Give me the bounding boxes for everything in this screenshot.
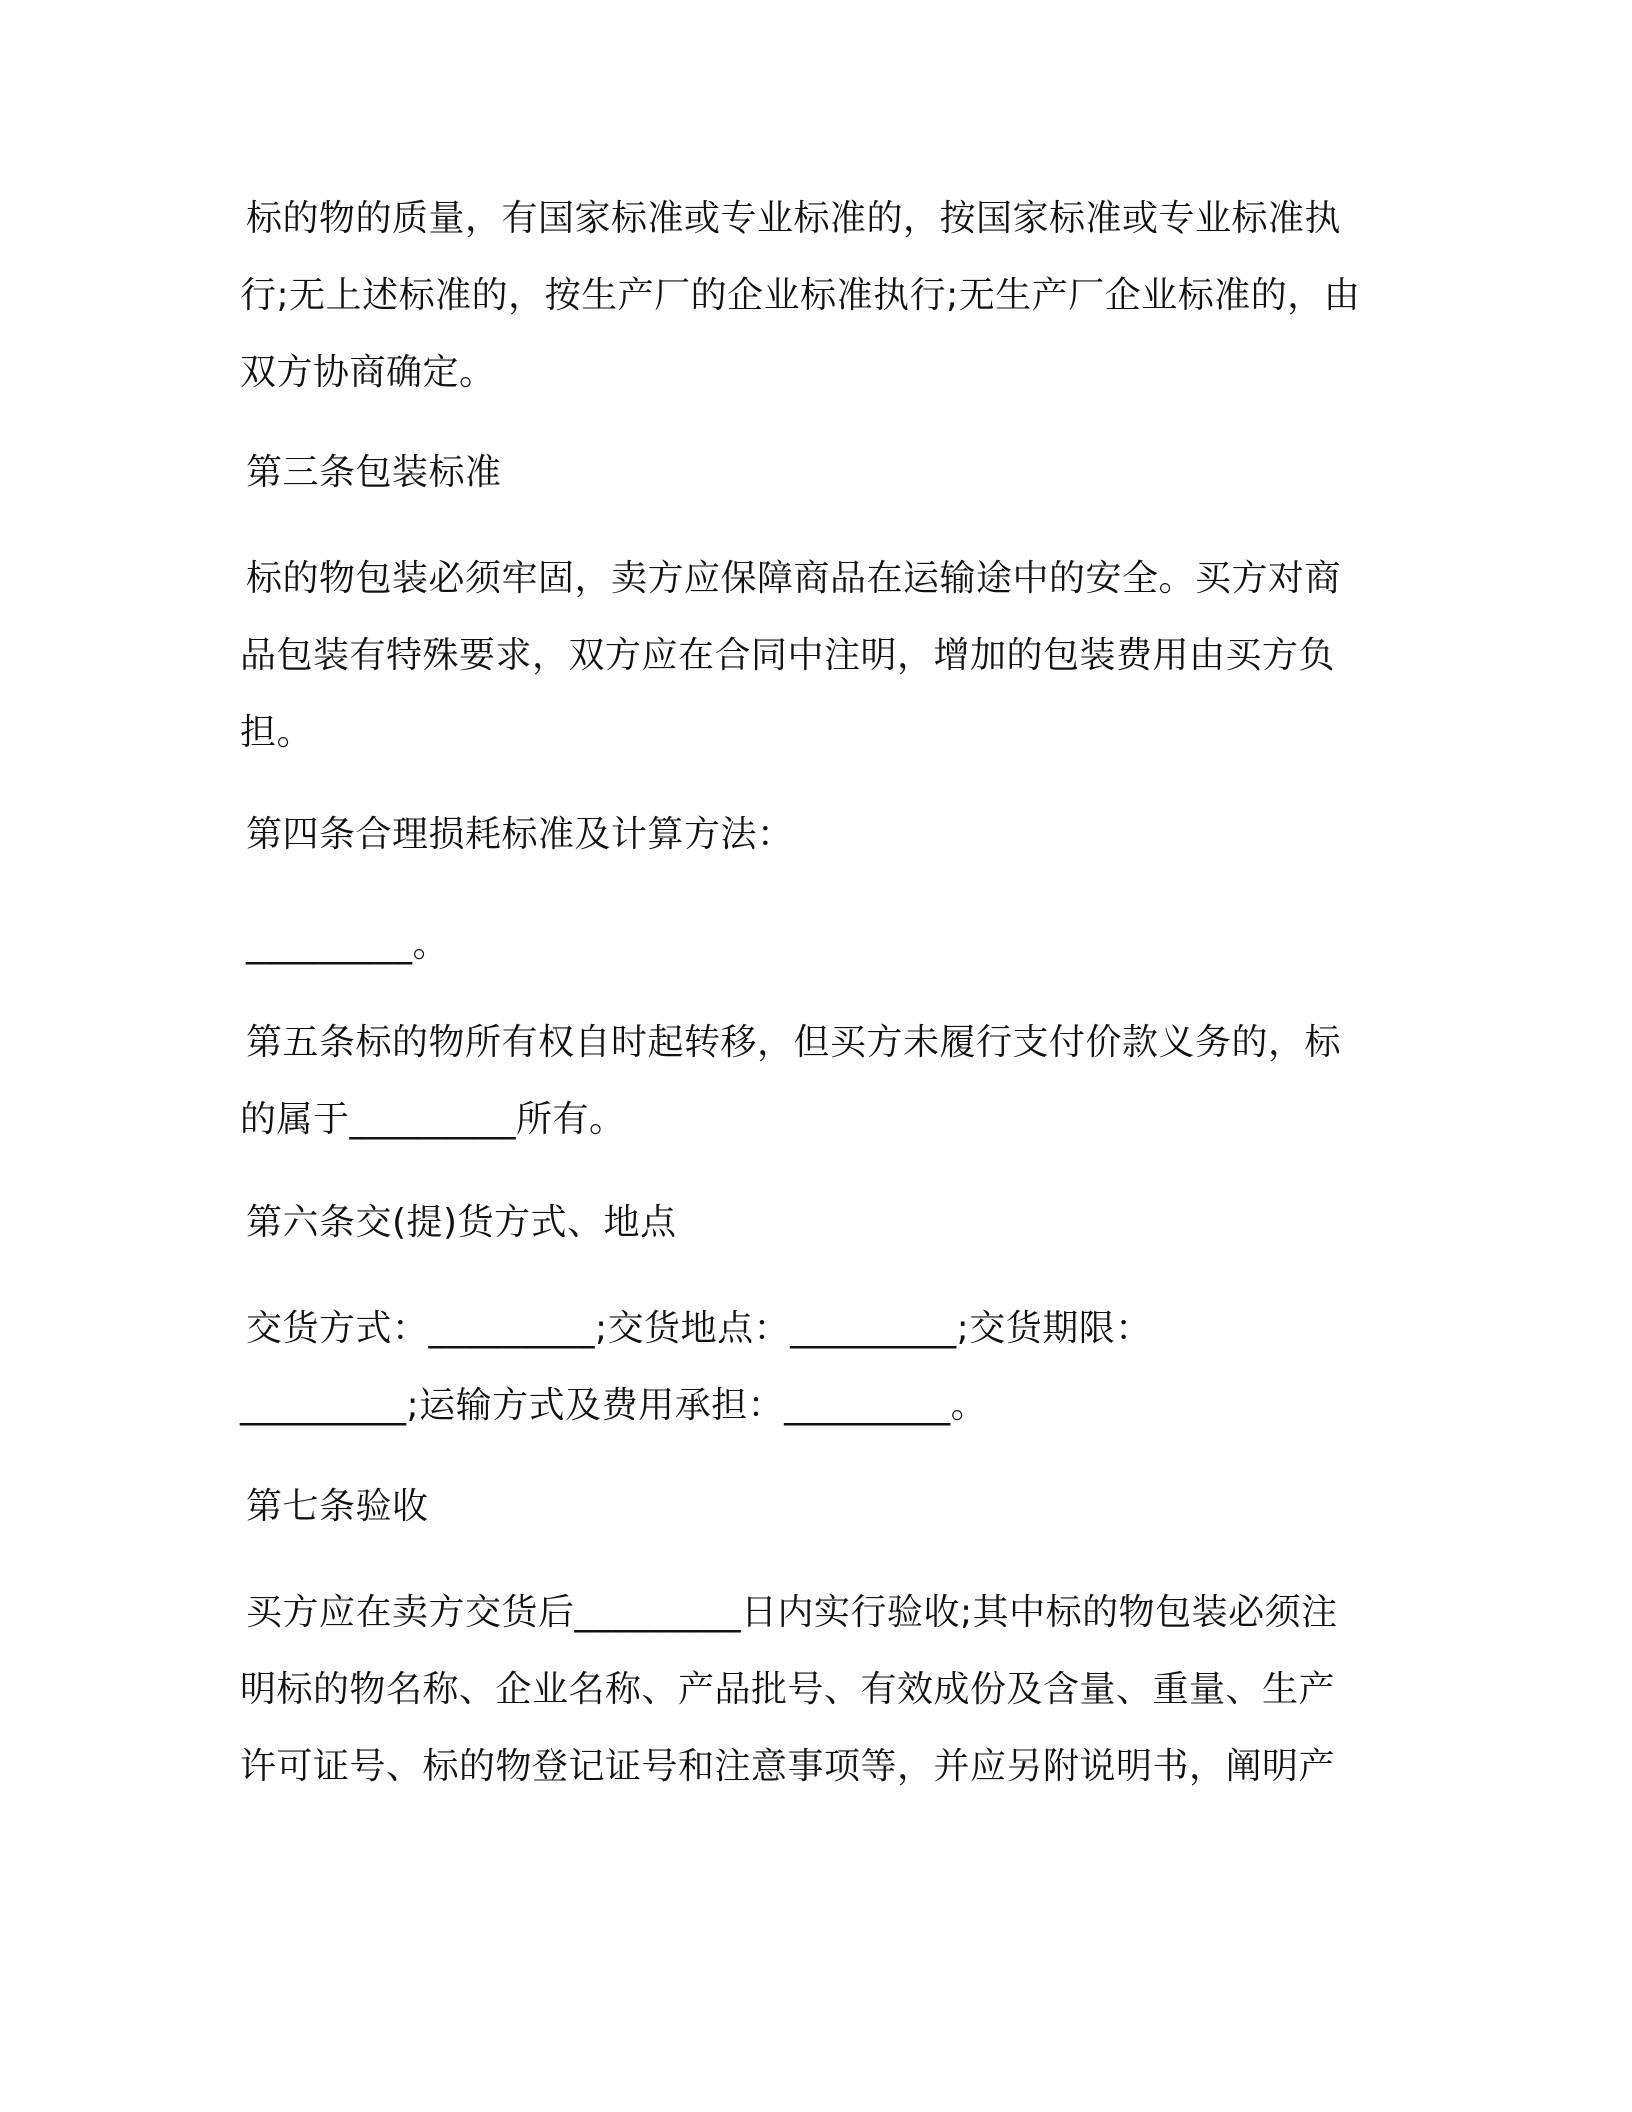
article-4-heading	[240, 796, 1380, 873]
text-line: 买方应在卖方交货后_________日内实行验收;其中标的物包装必须注	[246, 1592, 1338, 1633]
blank-line: _________。	[246, 924, 450, 965]
text-line: 明标的物名称、企业名称、产品批号、有效成份及含量、重量、生产	[240, 1669, 1336, 1710]
quality-paragraph	[240, 180, 1380, 411]
text-line: 标的物包装必须牢固，卖方应保障商品在运输途中的安全。买方对商	[246, 558, 1342, 599]
text-line: 的属于_________所有。	[240, 1099, 626, 1140]
text-line: 第五条标的物所有权自时起转移，但买方未履行支付价款义务的，标	[246, 1022, 1342, 1063]
article-3-heading	[240, 434, 1380, 511]
heading-text: 第四条合理损耗标准及计算方法：	[246, 814, 794, 855]
text-line: _________;运输方式及费用承担：_________。	[240, 1385, 988, 1426]
text-line: 交货方式：_________;交货地点：_________;交货期限：	[246, 1308, 1152, 1349]
text-line: 担。	[240, 712, 314, 753]
inspection-paragraph	[240, 1574, 1380, 1805]
text-line: 品包装有特殊要求，双方应在合同中注明，增加的包装费用由买方负	[240, 635, 1336, 676]
ownership-paragraph	[240, 1004, 1380, 1158]
text-line: 行;无上述标准的，按生产厂的企业标准执行;无生产厂企业标准的，由	[240, 275, 1361, 316]
delivery-paragraph	[240, 1290, 1380, 1444]
text-line: 标的物的质量，有国家标准或专业标准的，按国家标准或专业标准执	[246, 198, 1342, 239]
text-line: 双方协商确定。	[240, 352, 496, 393]
heading-text: 第三条包装标准	[246, 452, 502, 493]
packaging-paragraph	[240, 540, 1380, 771]
heading-text: 第七条验收	[246, 1486, 429, 1527]
article-6-heading	[240, 1184, 1380, 1261]
heading-text: 第六条交(提)货方式、地点	[246, 1202, 677, 1243]
article-7-heading	[240, 1468, 1380, 1545]
loss-standard-blank	[240, 906, 1380, 983]
text-line: 许可证号、标的物登记证号和注意事项等，并应另附说明书，阐明产	[240, 1746, 1336, 1787]
